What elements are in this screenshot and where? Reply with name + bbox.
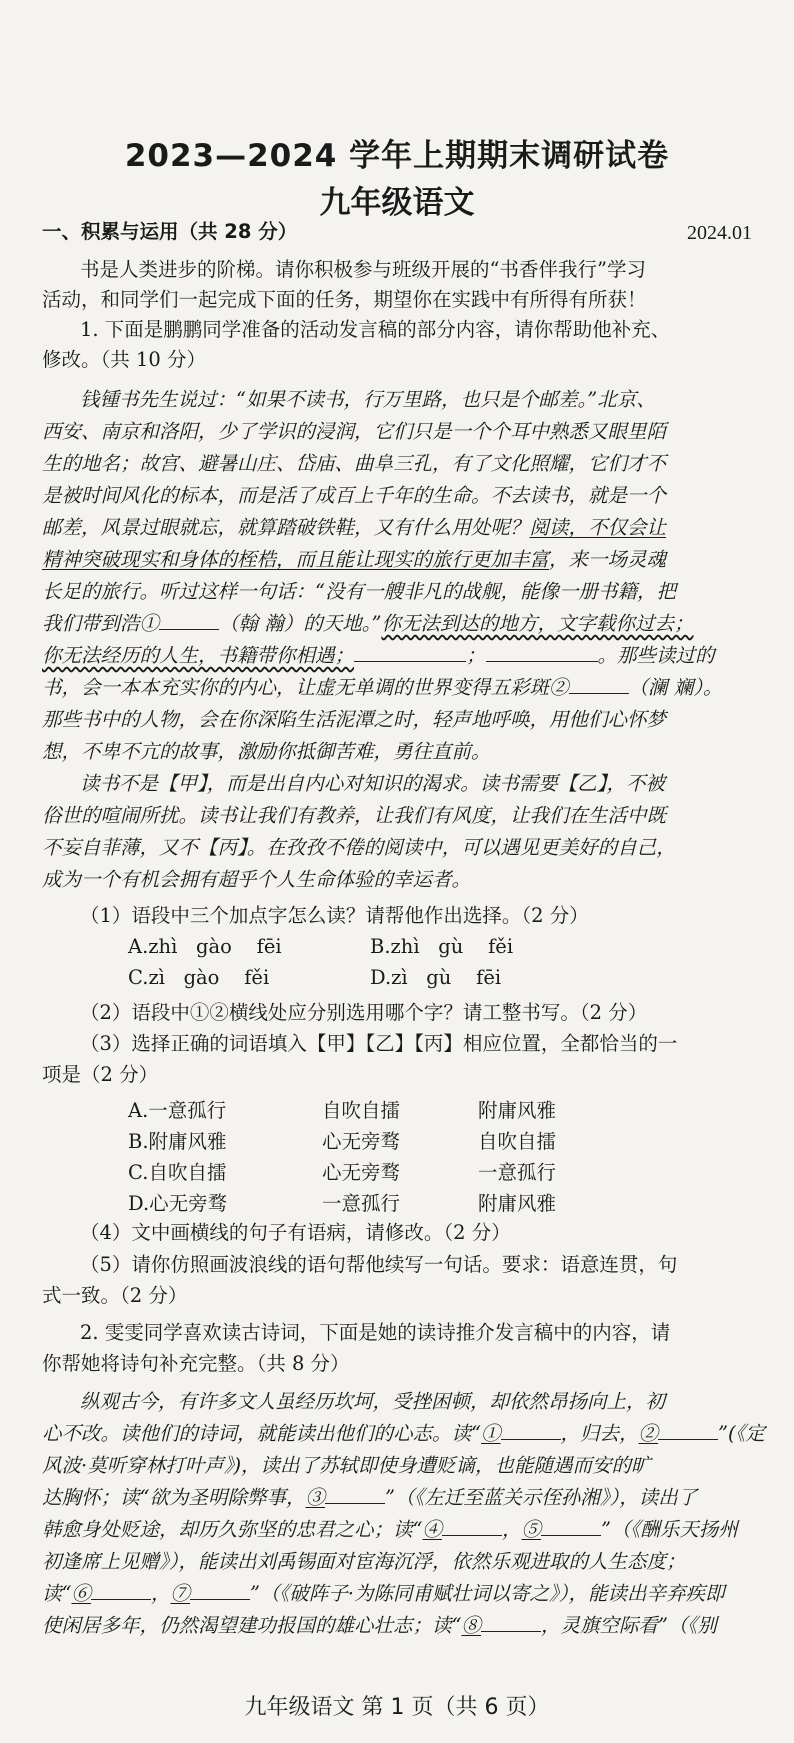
question-1-2: （2）语段中①②横线处应分别选用哪个字？请工整书写。（2 分）	[80, 1001, 648, 1024]
exam-date: 2024.01	[687, 222, 752, 244]
wavy-sentence: 你无法经历的人生，书籍带你相遇；	[42, 644, 355, 667]
option-c[interactable]: C.zì gào fěi	[128, 966, 270, 989]
option-c[interactable]: C.自吹自擂	[128, 1161, 227, 1184]
passage-line: 那些书中的人物，会在你深陷生活泥潭之时，轻声地呼唤，用他们心怀梦	[42, 708, 667, 731]
answer-blank[interactable]	[486, 643, 598, 662]
question-1-5: （5）请你仿照画波浪线的语句帮他续写一句话。要求：语意连贯，句	[80, 1253, 678, 1276]
poem-passage-line: 纵观古今，有许多文人虽经历坎坷，受挫困顿，却依然昂扬向上，初	[80, 1390, 666, 1413]
passage-text: 。那些读过的	[597, 644, 715, 667]
wavy-sentence: 你无法到达的地方，文字载你过去；	[381, 612, 694, 635]
blank-marker: ⑦	[170, 1582, 191, 1605]
option-c-word: 心无旁骛	[322, 1161, 401, 1184]
blank-marker: ②	[549, 676, 569, 699]
answer-blank[interactable]	[325, 1485, 385, 1504]
blank-marker: ⑤	[521, 1518, 542, 1541]
option-d[interactable]: D.心无旁骛	[128, 1192, 228, 1215]
passage-line: 俗世的喧闹所扰。读书让我们有教养，让我们有风度，让我们在生活中既	[42, 804, 667, 827]
option-c-word: 一意孤行	[478, 1161, 557, 1184]
poem-passage-line: 达胸怀；读“欲为圣明除弊事，③ ”（《左迁至蓝关示侄孙湘》），读出了	[42, 1486, 698, 1509]
blank-marker: ①	[139, 612, 160, 635]
blank-marker: ⑥	[71, 1582, 91, 1605]
q2-intro-line: 你帮她将诗句补充完整。（共 8 分）	[42, 1352, 350, 1375]
passage-text: 我们带到浩	[42, 612, 140, 635]
answer-blank[interactable]	[159, 611, 219, 630]
passage-text: 书，会一本本充实你的内心，让虚无单调的世界变得五彩斑	[42, 676, 550, 699]
question-1-3: （3）选择正确的词语填入【甲】【乙】【丙】相应位置，全都恰当的一	[80, 1032, 678, 1055]
blank-hint: （翰 瀚）的天地。”	[219, 612, 382, 635]
poem-passage-line: 心不改。读他们的诗词，就能读出他们的心志。读“① ，归去，② ”(《定	[42, 1422, 765, 1445]
answer-blank[interactable]	[354, 643, 466, 662]
option-a[interactable]: A.一意孤行	[128, 1099, 227, 1122]
option-b[interactable]: B.附庸风雅	[128, 1130, 227, 1153]
answer-blank[interactable]	[658, 1421, 718, 1440]
passage-line: 是被时间风化的标本，而是活了成百上千年的生命。不去读书，就是一个	[42, 484, 667, 507]
answer-blank[interactable]	[501, 1421, 561, 1440]
passage-line	[42, 547, 762, 573]
option-a-word: 自吹自擂	[322, 1099, 401, 1122]
answer-blank[interactable]	[91, 1581, 151, 1600]
poem-passage-line: 读“⑥ ，⑦ ”（《破阵子·为陈同甫赋壮词以寄之》），能读出辛弃疾即	[42, 1582, 725, 1605]
option-d-word: 一意孤行	[322, 1192, 401, 1215]
blank-marker: ③	[305, 1486, 325, 1509]
poem-passage-line: 风波·莫听穿林打叶声》)，读出了苏轼即使身遭贬谪，也能随遇而安的旷	[42, 1454, 651, 1477]
underlined-sentence: 阅读，不仅会让	[529, 516, 667, 539]
passage-line: 你无法经历的人生，书籍带你相遇； ； 。那些读过的	[42, 644, 715, 667]
option-a[interactable]: A.zhì gào fēi	[128, 935, 282, 958]
passage-line: 生的地名；故宫、避暑山庄、岱庙、曲阜三孔，有了文化照耀，它们才不	[42, 452, 667, 475]
poem-passage-line: 初逢席上见赠》），能读出刘禹锡面对宦海沉浮，依然乐观进取的人生态度；	[42, 1550, 686, 1573]
option-b-word: 自吹自擂	[478, 1130, 557, 1153]
option-a-word: 附庸风雅	[478, 1099, 557, 1122]
blank-marker: ④	[422, 1518, 442, 1541]
q1-intro-line: 1. 下面是鹏鹏同学准备的活动发言稿的部分内容，请你帮助他补充、	[80, 318, 671, 341]
option-d-word: 附庸风雅	[478, 1192, 557, 1215]
passage-line: 成为一个有机会拥有超乎个人生命体验的幸运者。	[42, 868, 472, 891]
passage-text: 邮差，风景过眼就忘，就算踏破铁鞋，又有什么用处呢？	[42, 516, 530, 539]
question-1-1: （1）语段中三个加点字怎么读？请帮他作出选择。（2 分）	[80, 904, 589, 927]
q1-intro-line: 修改。（共 10 分）	[42, 348, 206, 371]
poem-passage-line: 使闲居多年，仍然渴望建功报国的雄心壮志；读“⑧ ，灵旗空际看”（《别	[42, 1614, 717, 1637]
q2-intro-line: 2. 雯雯同学喜欢读古诗词，下面是她的读诗推介发言稿中的内容，请	[80, 1321, 671, 1344]
blank-marker: ②	[638, 1422, 659, 1445]
underlined-sentence: 精神突破现实和身体的桎梏，而且能让现实的旅行更加丰富	[42, 548, 550, 571]
poem-passage-line: 韩愈身处贬途，却历久弥坚的忠君之心；读“④ ，⑤ ”（《酬乐天扬州	[42, 1518, 738, 1541]
passage-line	[42, 675, 762, 701]
passage-line: 长足的旅行。听过这样一句话：“没有一艘非凡的战舰，能像一册书籍，把	[42, 580, 676, 603]
option-b-word: 心无旁骛	[322, 1130, 401, 1153]
passage-line	[42, 515, 762, 541]
intro-line: 书是人类进步的阶梯。请你积极参与班级开展的“书香伴我行”学习	[80, 258, 646, 281]
passage-line: 西安、南京和洛阳，少了学识的浸润，它们只是一个个耳中熟悉又眼里陌	[42, 420, 667, 443]
exam-title: 2023—2024 学年上期期末调研试卷	[124, 138, 670, 174]
passage-line: 不妄自菲薄，又不【丙】。在孜孜不倦的阅读中，可以遇见更美好的自己，	[42, 836, 676, 859]
passage-line	[42, 611, 762, 637]
option-d[interactable]: D.zì gù fēi	[370, 966, 502, 989]
exam-subject: 九年级语文	[319, 185, 475, 221]
option-b[interactable]: B.zhì gù fěi	[370, 935, 514, 958]
answer-blank[interactable]	[190, 1581, 250, 1600]
page-footer: 九年级语文 第 1 页（共 6 页）	[244, 1695, 550, 1720]
passage-line: 钱锺书先生说过：“如果不读书，行万里路，也只是个邮差。”北京、	[80, 388, 656, 411]
question-1-5: 式一致。（2 分）	[42, 1284, 188, 1307]
question-1-3: 项是（2 分）	[42, 1063, 159, 1086]
question-1-4: （4）文中画横线的句子有语病，请修改。（2 分）	[80, 1221, 511, 1244]
section-heading: 一、积累与运用（共 28 分）	[42, 220, 298, 243]
blank-marker: ⑧	[461, 1614, 481, 1637]
answer-blank[interactable]	[569, 675, 629, 694]
passage-text: ，来一场灵魂	[549, 548, 667, 571]
passage-line: 想，不卑不亢的故事，激励你抵御苦难，勇往直前。	[42, 740, 491, 763]
passage-line: 读书不是【甲】，而是出自内心对知识的渴求。读书需要【乙】，不被	[80, 772, 666, 795]
answer-blank[interactable]	[442, 1517, 502, 1536]
answer-blank[interactable]	[541, 1517, 601, 1536]
answer-blank[interactable]	[481, 1613, 541, 1632]
blank-hint: （澜 斓）。	[628, 676, 723, 699]
blank-marker: ①	[480, 1422, 501, 1445]
intro-line: 活动，和同学们一起完成下面的任务，期望你在实践中有所得有所获！	[42, 288, 647, 311]
